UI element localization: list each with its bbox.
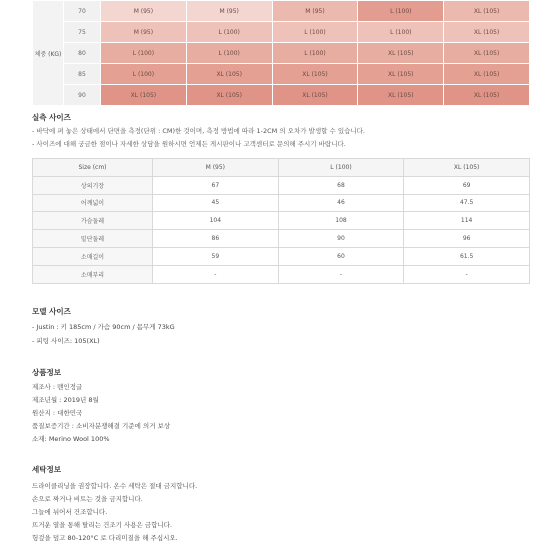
size-recommendation-row — [33, 85, 530, 106]
size-recommendation-row — [33, 43, 530, 64]
measurement-value: 68 — [278, 176, 404, 194]
measurement-value: - — [153, 265, 279, 283]
recommended-size-cell: L (100) — [358, 22, 444, 43]
measurement-label: 상의기장 — [33, 176, 153, 194]
product-info-line: 제조사 : 맨인정글 — [32, 383, 83, 391]
recommended-size-cell: M (95) — [101, 1, 187, 22]
recommended-size-cell: L (100) — [101, 64, 187, 85]
measurement-label: 소매길이 — [33, 247, 153, 265]
product-info-line: 품질보증기간 : 소비자분쟁해결 기준에 의거 보상 — [32, 422, 171, 430]
recommended-size-cell: L (100) — [272, 22, 358, 43]
recommended-size-cell: L (100) — [358, 1, 444, 22]
recommended-size-cell: XL (105) — [444, 1, 530, 22]
recommended-size-cell: XL (105) — [444, 85, 530, 106]
product-info-line: 제조년월 : 2019년 8월 — [32, 396, 99, 404]
measurement-value: 108 — [278, 212, 404, 230]
washing-info-line: 손으로 짜거나 비트는 것을 금지합니다. — [32, 495, 143, 503]
recommended-size-cell: XL (105) — [444, 22, 530, 43]
recommended-size-cell: M (95) — [101, 22, 187, 43]
actual-size-note: - 사이즈에 대해 궁금한 점이나 자세한 상담을 원하시면 언제든 게시판이나 고객센터로 문의해 주시기 바랍니다. — [32, 140, 346, 148]
measurement-value: 46 — [278, 194, 404, 212]
measurement-label: 밑단둘레 — [33, 230, 153, 248]
measurement-value: - — [278, 265, 404, 283]
measurement-table — [32, 158, 530, 284]
measurement-row — [33, 212, 530, 230]
weight-value: 85 — [64, 64, 101, 85]
actual-size-heading: 실측 사이즈 — [32, 113, 71, 122]
recommended-size-cell: L (100) — [101, 43, 187, 64]
header-size: Size (cm) — [33, 159, 153, 177]
measurement-value: 45 — [153, 194, 279, 212]
washing-info-line: 그늘에 뉘어서 건조합니다. — [32, 508, 108, 516]
measurement-value: 86 — [153, 230, 279, 248]
measurement-value: 47.5 — [404, 194, 530, 212]
measurement-label: 가슴둘레 — [33, 212, 153, 230]
measurement-value: 61.5 — [404, 247, 530, 265]
measurement-row — [33, 230, 530, 248]
washing-info-heading: 세탁정보 — [32, 465, 61, 474]
recommended-size-cell: XL (105) — [358, 43, 444, 64]
weight-value: 90 — [64, 85, 101, 106]
measurement-value: 104 — [153, 212, 279, 230]
measurement-value: 114 — [404, 212, 530, 230]
recommended-size-cell: XL (105) — [186, 85, 272, 106]
recommended-size-cell: XL (105) — [358, 85, 444, 106]
measurement-label: 어깨넓이 — [33, 194, 153, 212]
header-m: M (95) — [153, 159, 279, 177]
size-recommendation-row — [33, 22, 530, 43]
measurement-value: 69 — [404, 176, 530, 194]
measurement-value: 90 — [278, 230, 404, 248]
weight-value: 70 — [64, 1, 101, 22]
size-recommendation-row — [33, 64, 530, 85]
recommended-size-cell: XL (105) — [272, 85, 358, 106]
size-recommendation-table — [32, 0, 530, 106]
recommended-size-cell: M (95) — [272, 1, 358, 22]
model-size-line: - Justin : 키 185cm / 가슴 90cm / 몸무게 73kG — [32, 323, 175, 331]
recommended-size-cell: XL (105) — [186, 64, 272, 85]
model-size-heading: 모델 사이즈 — [32, 307, 71, 316]
recommended-size-cell: XL (105) — [101, 85, 187, 106]
measurement-value: 60 — [278, 247, 404, 265]
measurement-row — [33, 247, 530, 265]
washing-info-line: 헝겊을 덮고 80-120°C 로 다리미질을 해 주십시오. — [32, 534, 178, 542]
measurement-row — [33, 194, 530, 212]
header-xl: XL (105) — [404, 159, 530, 177]
weight-value: 80 — [64, 43, 101, 64]
recommended-size-cell: L (100) — [186, 43, 272, 64]
measurement-row — [33, 176, 530, 194]
washing-info-line: 뜨거운 열을 통해 탈리는 건조기 사용은 금합니다. — [32, 521, 173, 529]
recommended-size-cell: XL (105) — [444, 64, 530, 85]
recommended-size-cell: L (100) — [186, 22, 272, 43]
measurement-value: 67 — [153, 176, 279, 194]
product-info-heading: 상품정보 — [32, 368, 61, 377]
measurement-label: 소매부리 — [33, 265, 153, 283]
measurement-value: - — [404, 265, 530, 283]
weight-value: 75 — [64, 22, 101, 43]
recommended-size-cell: L (100) — [272, 43, 358, 64]
recommended-size-cell: XL (105) — [444, 43, 530, 64]
recommended-size-cell: XL (105) — [358, 64, 444, 85]
measurement-header-row — [33, 159, 530, 177]
recommended-size-cell: M (95) — [186, 1, 272, 22]
measurement-value: 96 — [404, 230, 530, 248]
product-info-line: 소재: Merino Wool 100% — [32, 435, 110, 443]
product-info-line: 원산지 : 대한민국 — [32, 409, 83, 417]
weight-label: 체중 (KG) — [33, 1, 64, 106]
model-size-line: - 피팅 사이즈: 105(XL) — [32, 337, 100, 345]
actual-size-note: - 바닥에 펴 놓은 상태에서 단면을 측정(단위 : CM)한 것이며, 측정 방법에 따라 1-2CM 의 오차가 발생할 수 있습니다. — [32, 127, 366, 135]
measurement-row — [33, 265, 530, 283]
size-recommendation-row — [33, 1, 530, 22]
washing-info-line: 드라이클리닝을 권장합니다. 온수 세탁은 절대 금지합니다. — [32, 482, 198, 490]
recommended-size-cell: XL (105) — [272, 64, 358, 85]
measurement-value: 59 — [153, 247, 279, 265]
header-l: L (100) — [278, 159, 404, 177]
